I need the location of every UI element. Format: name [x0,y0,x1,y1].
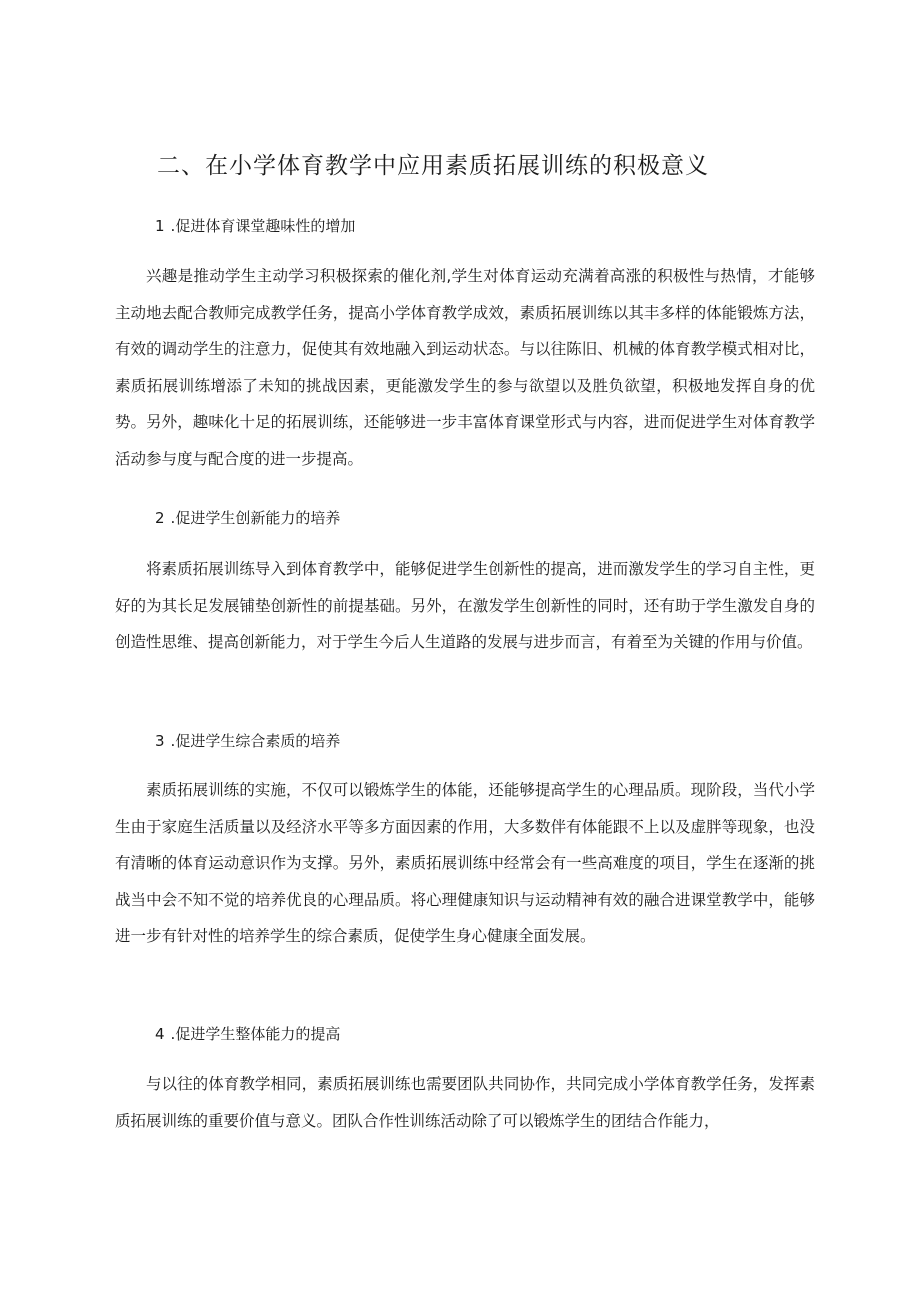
section-paragraph-3: 素质拓展训练的实施，不仅可以锻炼学生的体能，还能够提高学生的心理品质。现阶段，当代小学生由于家庭生活质量以及经济水平等多方面因素的作用，大多数伴有体能跟不上以及虚胖等现象，也没有清晰的体育运动意识作为支撑。另外，素质拓展训练中经常会有一些高难度的项目，学生在逐渐的挑战当中会不知不觉的培养优良的心理品质。将心理健康知识与运动精神有效的融合进课堂教学中，能够进一步有针对性的培养学生的综合素质，促使学生身心健康全面发展。 [115,781,815,945]
section-heading-4 [155,1022,340,1046]
section-number: 4 [155,1025,165,1043]
section-paragraph-1: 兴趣是推动学生主动学习积极探索的催化剂,学生对体育运动充满着高涨的积极性与热情，才能够主动地去配合教师完成教学任务，提高小学体育教学成效，素质拓展训练以其丰多样的体能锻炼方法，有效的调动学生的注意力，促使其有效地融入到运动状态。与以往陈旧、机械的体育教学模式相对比，素质拓展训练增添了未知的挑战因素，更能激发学生的参与欲望以及胜负欲望，积极地发挥自身的优势。另外，趣味化十足的拓展训练，还能够进一步丰富体育课堂形式与内容，进而促进学生对体育教学活动参与度与配合度的进一步提高。 [115,267,815,468]
section-heading-text: .促进学生整体能力的提高 [170,1025,341,1043]
section-number: 2 [155,509,165,527]
section-heading-3 [155,729,340,753]
section-number: 1 [155,217,165,235]
page-title: 二、在小学体育教学中应用素质拓展训练的积极意义 [157,153,709,179]
section-heading-text: .促进学生创新能力的培养 [170,509,341,527]
section-number: 3 [155,732,165,750]
section-heading-text: .促进体育课堂趣味性的增加 [170,217,356,235]
section-heading-2 [155,506,340,530]
section-heading-1 [155,214,355,238]
section-paragraph-2: 将素质拓展训练导入到体育教学中，能够促进学生创新性的提高，进而激发学生的学习自主性，更好的为其长足发展铺垫创新性的前提基础。另外，在激发学生创新性的同时，还有助于学生激发自身的创造性思维、提高创新能力，对于学生今后人生道路的发展与进步而言，有着至为关键的作用与价值。 [115,560,815,651]
section-paragraph-4: 与以往的体育教学相同，素质拓展训练也需要团队共同协作，共同完成小学体育教学任务，发挥素质拓展训练的重要价值与意义。团队合作性训练活动除了可以锻炼学生的团结合作能力， [115,1075,815,1130]
section-heading-text: .促进学生综合素质的培养 [170,732,341,750]
